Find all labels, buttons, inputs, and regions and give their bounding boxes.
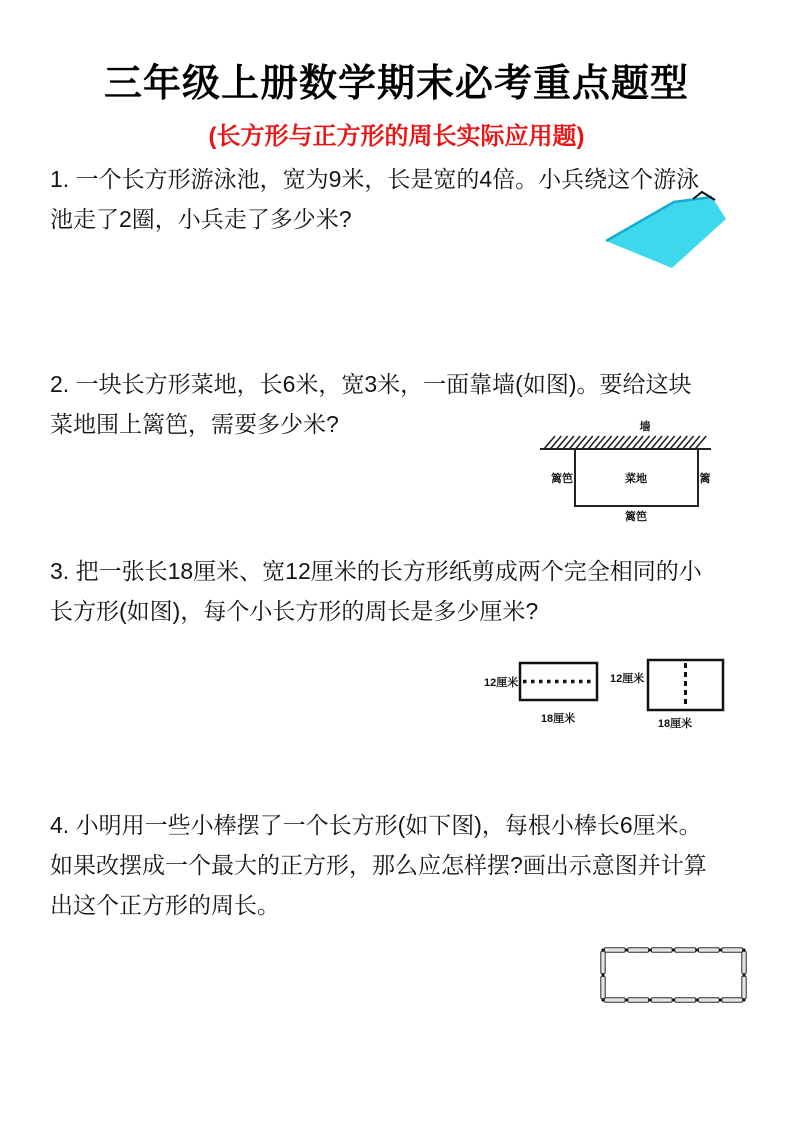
paper-cut-diagram bbox=[478, 646, 778, 746]
right-length-label: 18厘米 bbox=[657, 718, 693, 730]
page-subtitle: (长方形与正方形的周长实际应用题) bbox=[208, 123, 585, 150]
fence-right-label: 篱 bbox=[699, 473, 711, 485]
problem-4 bbox=[50, 805, 772, 925]
problem-2-line-1: 2. 一块长方形菜地，长6米，宽3米，一面靠墙(如图)。要给这块 bbox=[50, 371, 692, 397]
swimming-pool-illustration bbox=[596, 186, 738, 280]
problem-3-line-1: 3. 把一张长18厘米、宽12厘米的长方形纸剪成两个完全相同的小 bbox=[50, 558, 702, 584]
problem-4-line-2: 如果改摆成一个最大的正方形，那么应怎样摆?画出示意图并计算 bbox=[50, 852, 707, 878]
sticks-rectangle-diagram bbox=[598, 942, 750, 1008]
field-label: 菜地 bbox=[625, 473, 647, 485]
garden-diagram bbox=[528, 412, 778, 537]
problem-3-line-2: 长方形(如图)，每个小长方形的周长是多少厘米? bbox=[50, 598, 539, 624]
fence-bottom-label: 篱笆 bbox=[625, 511, 647, 523]
right-width-label: 12厘米 bbox=[610, 673, 645, 685]
fence-left-label: 篱笆 bbox=[551, 473, 573, 485]
wall-hatching bbox=[544, 436, 706, 449]
problem-4-line-3: 出这个正方形的周长。 bbox=[50, 892, 280, 918]
problem-3 bbox=[50, 551, 772, 631]
page-title: 三年级上册数学期末必考重点题型 bbox=[103, 63, 689, 105]
problem-1-line-1: 1. 一个长方形游泳池，宽为9米，长是宽的4倍。小兵绕这个游泳 bbox=[50, 166, 700, 192]
problem-2-line-2: 菜地围上篱笆，需要多少米? bbox=[50, 411, 339, 437]
problem-4-line-1: 4. 小明用一些小棒摆了一个长方形(如下图)，每根小棒长6厘米。 bbox=[50, 812, 702, 838]
problem-1-line-2: 池走了2圈，小兵走了多少米? bbox=[50, 206, 352, 232]
sticks-group bbox=[601, 948, 746, 1002]
wall-label: 墙 bbox=[639, 421, 651, 433]
left-width-label: 12厘米 bbox=[484, 677, 519, 689]
left-length-label: 18厘米 bbox=[540, 713, 576, 725]
